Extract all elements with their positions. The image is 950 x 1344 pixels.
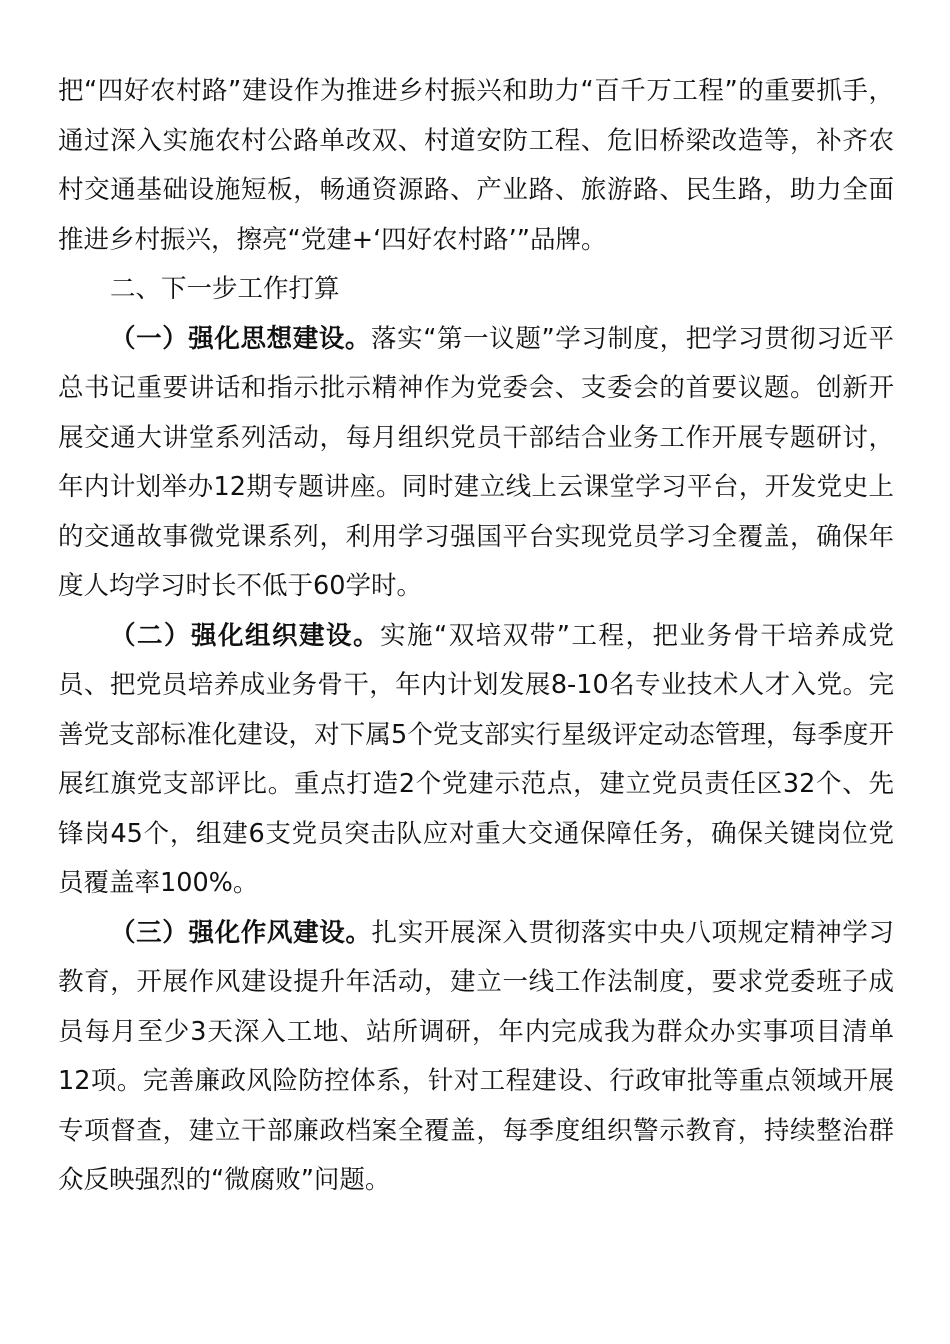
section-heading-text: 二、下一步工作打算	[110, 274, 340, 304]
paragraph-text: 落实“第一议题”学习制度，把学习贯彻习近平总书记重要讲话和指示批示精神作为党委会、支委会的首要议题。创新开展交通大讲堂系列活动，每月组织党员干部结合业务工作开展专题研讨，年内计划举办12期专题讲座。同时建立线上云课堂学习平台，开发党史上的交通故事微党课系列，利用学习强国平台实现党员学习全覆盖，确保年度人均学习时长不低于60学时。	[58, 323, 894, 601]
paragraph-rural-roads	[58, 67, 894, 265]
paragraph-text: 把“四好农村路”建设作为推进乡村振兴和助力“百千万工程”的重要抓手，通过深入实施农村公路单改双、村道安防工程、危旧桥梁改造等，补齐农村交通基础设施短板，畅通资源路、产业路、旅游路、民生路，助力全面推进乡村振兴，擦亮“党建+‘四好农村路’”品牌。	[58, 76, 894, 255]
paragraph-text: 实施“双培双带”工程，把业务骨干培养成党员、把党员培养成业务骨干，年内计划发展8-10名专业技术人才入党。完善党支部标准化建设，对下属5个党支部实行星级评定动态管理，每季度开展红旗党支部评比。重点打造2个党建示范点，建立党员责任区32个、先锋岗45个，组建6支党员突击队应对重大交通保障任务，确保关键岗位党员覆盖率100%。	[58, 620, 894, 898]
document-body	[58, 67, 894, 1206]
paragraph-organization	[58, 612, 894, 909]
section-heading-next-steps	[58, 265, 894, 315]
paragraph-text: 扎实开展深入贯彻落实中央八项规定精神学习教育，开展作风建设提升年活动，建立一线工作法制度，要求党委班子成员每月至少3天深入工地、站所调研，年内完成我为群众办实事项目清单12项。完善廉政风险防控体系，针对工程建设、行政审批等重点领域开展专项督查，建立干部廉政档案全覆盖，每季度组织警示教育，持续整治群众反映强烈的“微腐败”问题。	[58, 917, 894, 1195]
paragraph-ideology	[58, 315, 894, 612]
paragraph-lead-heading: （三）强化作风建设。	[110, 917, 372, 948]
paragraph-lead-heading: （一）强化思想建设。	[110, 323, 372, 354]
paragraph-lead-heading: （二）强化组织建设。	[110, 620, 381, 651]
paragraph-work-style	[58, 909, 894, 1206]
